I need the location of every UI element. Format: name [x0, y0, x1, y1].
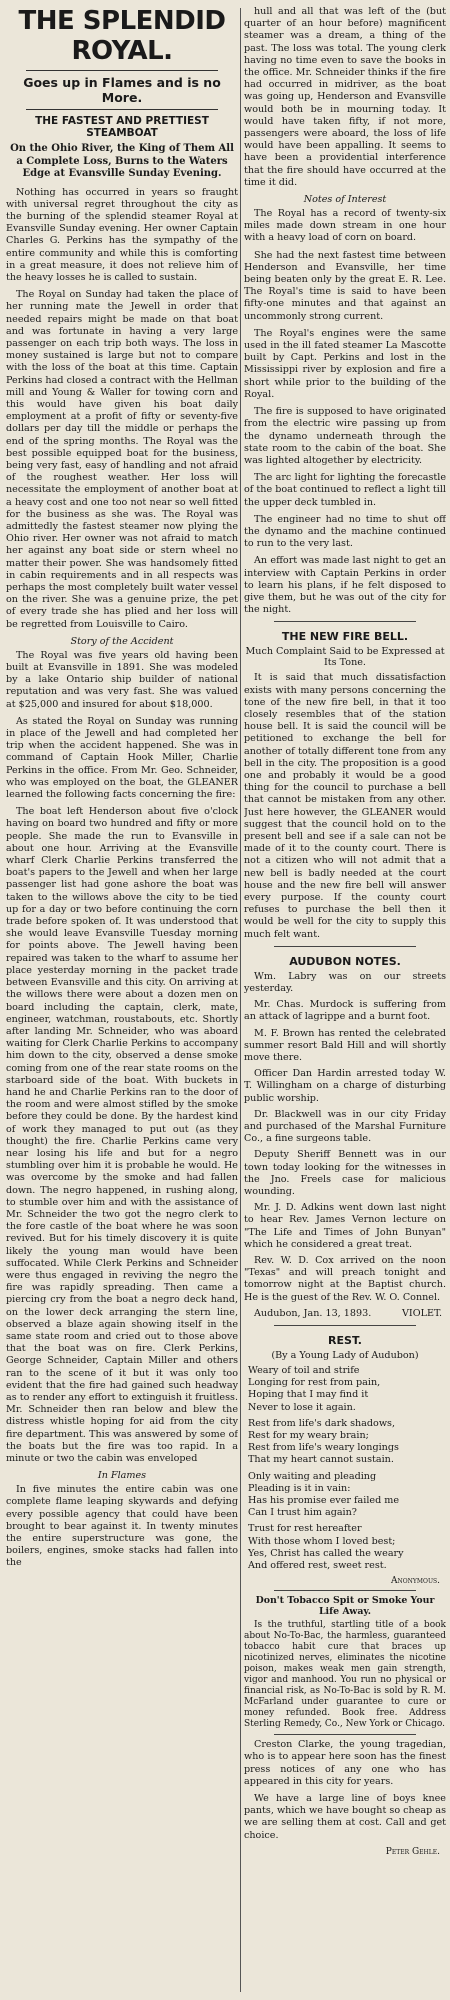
poem-title: REST. [328, 1333, 362, 1347]
divider [274, 1325, 416, 1326]
subheadline: Goes up in Flames and is no More. [23, 75, 221, 105]
audubon-headline: AUDUBON NOTES. [289, 954, 401, 968]
audubon-item: Dr. Blackwell was in our city Friday and purchased of the Marshal Furniture Co., a fine surgeons table. [244, 1108, 446, 1145]
local-item: Creston Clarke, the young tragedian, who is to appear here soon has the finest press notices of any one who has appeared in this city for years. [244, 1739, 446, 1787]
notes-subhead: Notes of Interest [303, 194, 387, 206]
article-paragraph: The Royal was five years old having been built at Evansville in 1891. She was modeled by a lake Ontario ship builder of national reputation and was very fast. She was valued at $25,000 and insured for about $18,000. [6, 649, 238, 710]
audubon-item: Wm. Labry was on our streets yesterday. [244, 970, 446, 995]
rule [26, 70, 218, 71]
divider [274, 621, 416, 622]
note-item: An effort was made last night to get an interview with Captain Perkins in order to learn his plans, if he felt disposed to give them, but he was out of the city for the night. [244, 555, 446, 616]
poem-line: Rest for my weary brain; [248, 1429, 369, 1441]
poem-attribution: Anonymous. [391, 1576, 440, 1587]
poem-line: Only waiting and pleading [248, 1470, 377, 1482]
audubon-item: Mr. J. D. Adkins went down last night to hear Rev. James Vernon lecture on "The Life and Times of John Bunyan" which he considered a great treat. [244, 1202, 446, 1250]
rule [26, 109, 218, 110]
section-subhead: Story of the Accident [70, 635, 174, 647]
article-paragraph: The boat left Henderson about five o'clock having on board two hundred and fifty or more people. She made the run to Evansville in about one hour. Arriving at the Evansville wharf Clerk Charlie Perkins transferred the boat's papers to the Jewell and when her large passenger list had gone ashore the boat was taken to the willows above the city to be tied up for a day or two before continuing the corn trade before spoken of. It was understood that she would leave Evansville Tuesday morning for points above. The Jewell having been repaired was taken to the wharf to assume her place yesterday morning in the packet trade between Evansville and this city. On arriving at the willows there were about a dozen men on board including the captain, clerk, mate, engineer, watchman, roustabouts, etc. Shortly after landing Mr. Schneider, who was aboard waiting for Clerk Charlie Perkins to accompany him down to the city, observed a dense smoke coming from one of the rear state rooms on the starboard side of the boat. With buckets in hand he and Charlie Perkins ran to the door of the room and were almost stifled by the smoke before they could be done. By the hardest kind of work they managed to put out (as they thought) the fire. Charlie Perkins came very near losing his life and but for a negro stumbling over him it is probable he would. He was overcome by the smoke and had fallen down. The negro happened, in rushing along, to stumble over him and with the assistance of Mr. Schneider the two got the negro clerk to the fore castle of the boat where he was soon revived. But for his timely discovery it is quite likely the young man would have been suffocated. While Clerk Perkins and Schneider were thus engaged in reviving the negro the fire was rapidly spreading. Then came a piercing cry from the boat a negro deck hand, on the lower deck arranging the stern line, observed a blaze again showing itself in the same state room and cried out to those above that the boat was on fire. Clerk Perkins, George Schneider, Captain Miller and others ran to the scene of it but it was only too evident that the fire had gained such headway as to render any effort to extinguish it fruitless. Mr. Schneider then ran below and blew the distress whistle hoping for aid from the city fire department. This was answered by some of the boats but the fire was too rapid. In a minute or two the cabin was enveloped [6, 806, 238, 1465]
poem-stanza [248, 1471, 446, 1520]
article-paragraph: The Royal on Sunday had taken the place of her running mate the Jewell in order that needed repairs might be made on that boat and was fortunate in having a very large passenger on each trip both ways. The loss in money sustained is large but not to compare with the loss of the boat at this time. Captain Perkins had closed a contract with the Hellman mill and Young & Waller for towing corn and this would have given his boat daily employment at a profit of fifty or seventy-five dollars per day till the middle or perhaps the end of the spring months. The Royal was the best possible equipped boat for the business, being very fast, easy of handling and not afraid of the roughest weather. Her loss will necessitate the employment of another boat at a heavy cost and one too not near so well fitted for the business as she was. The Royal was admittedly the fastest steamer now plying the Ohio river. Her owner was not afraid to match her against any boat side or stern wheel no matter their power. She was handsomely fitted in cabin requirements and in all respects was perhaps the most completely built water vessel on the river. She was a genuine prize, the pet of every trade she has plied and her loss will be regretted from Louisville to Cairo. [6, 289, 238, 630]
advertisement-item: We have a large line of boys knee pants, which we have bought so cheap as we are selling them at cost. Call and get choice. [244, 1792, 446, 1841]
note-item: The Royal's engines were the same used in the ill fated steamer La Mascotte built by Capt. Perkins and lost in the Mississippi river by explosion and fire a short while prior to the building of the Royal. [244, 327, 446, 400]
audubon-item: Officer Dan Hardin arrested today W. T. Willingham on a charge of disturbing public worship. [244, 1068, 446, 1104]
poem-stanza [248, 1418, 446, 1467]
poem-line: With those whom I loved best; [248, 1535, 396, 1547]
note-item: The Royal has a record of twenty-six miles made down stream in one hour with a heavy load of corn on board. [244, 208, 446, 244]
note-item: She had the next fastest time between Henderson and Evansville, her time being beaten only by the great E. R. Lee. The Royal's time is said to have been fifty-one minutes and that against an uncommonly strong current. [244, 249, 446, 322]
poem-line: Weary of toil and strife [248, 1364, 360, 1376]
left-column [6, 6, 238, 1996]
poem-stanza [248, 1365, 446, 1414]
advertisement-headline: Don't Tobacco Spit or Smoke Your Life Away. [255, 1595, 435, 1618]
note-item: The fire is supposed to have originated from the electric wire passing up from the dynamo underneath through the state room to the cabin of the boat. She was lighted altogether by electricity. [244, 406, 446, 466]
article-paragraph: It is said that much dissatisfaction exists with many persons concerning the tone of the new fire bell, in that it too closely resembles that of the station house bell. It is said the council will be petitioned to exchange the bell for another of totally different tone from any bell in the city. The proposition is a good one and probably it would be a good thing for the council to purchase a bell that cannot be mistaken from any other. Just here however, the GLEANER would suggest that the council hold on to the present bell and see if a sale can not be made of it to the county court. There is not a citizen who will not admit that a new bell is badly needed at the court house and the new fire bell will answer every purpose. If the county court refuses to purchase the bell then it would be well for the city to supply this much felt want. [244, 672, 446, 940]
fire-bell-deck: Much Complaint Said to be Expressed at Its Tone. [245, 646, 445, 669]
audubon-dateline [254, 1308, 442, 1319]
advertiser-signature: Peter Gehle. [385, 1846, 440, 1857]
divider [274, 1590, 416, 1591]
column-rule [240, 8, 241, 1992]
section-subhead: In Flames [97, 1470, 147, 1482]
poem-line: Rest from life's dark shadows, [248, 1417, 395, 1429]
poem-line: And offered rest, sweet rest. [248, 1559, 387, 1571]
article-paragraph: In five minutes the entire cabin was one complete flame leaping skywards and defying every possible agency that could have been brought to bear against it. In twenty minutes the entire superstructure was gone, the boilers, engines, smoke stacks had fallen into the [6, 1484, 238, 1569]
poem [244, 1365, 446, 1572]
poem-line: Pleading is it in vain: [248, 1482, 351, 1494]
audubon-item: Rev. W. D. Cox arrived on the noon "Texas" and will preach tonight and tomorrow night at the Baptist church. He is the guest of the Rev. W. O. Connel. [244, 1255, 446, 1303]
poem-line: Never to lose it again. [248, 1401, 356, 1413]
advertisement-text: Is the truthful, startling title of a book about No-To-Bac, the harmless, guaranteed tobacco habit cure that braces up nicotinized nerves, eliminates the nicotine poison, makes weak men gain strength, vigor and manhood. You run no physical or financial risk, as No-To-Bac is sold by R. M. McFarland under guarantee to cure or money refunded. Book free. Address Sterling Remedy, Co., New York or Chicago. [244, 1620, 446, 1730]
fire-bell-headline: THE NEW FIRE BELL. [281, 630, 409, 644]
poem-line: Longing for rest from pain, [248, 1377, 381, 1389]
divider [274, 1734, 416, 1735]
signature: VIOLET. [402, 1307, 442, 1319]
poem-line: Hoping that I may find it [248, 1389, 369, 1401]
poem-line: Rest from life's weary longings [248, 1442, 399, 1454]
subheadline-2: THE FASTEST AND PRETTIEST STEAMBOAT [35, 115, 209, 139]
note-item: The engineer had no time to shut off the dynamo and the machine continued to run to the very last. [244, 513, 446, 550]
audubon-item: Deputy Sheriff Bennett was in our town today looking for the witnesses in the Jno. Freels case for malicious wounding. [244, 1149, 446, 1198]
poem-line: That my heart cannot sustain. [248, 1454, 394, 1466]
article-paragraph: As stated the Royal on Sunday was running in place of the Jewell and had completed her trip when the accident happened. She was in command of Captain Hook Miller, Charlie Perkins in the office. From Mr. Geo. Schneider, who was employed on the boat, the GLEANER learned the following facts concerning the fire: [6, 715, 238, 801]
poem-stanza [248, 1523, 446, 1572]
headline-deck: On the Ohio River, the King of Them All a Complete Loss, Burns to the Waters Edge at Evansville Sunday Evening. [10, 143, 234, 179]
note-item: The arc light for lighting the forecastle of the boat continued to reflect a light till the upper deck tumbled in. [244, 472, 446, 508]
divider [274, 946, 416, 947]
poem-byline: (By a Young Lady of Audubon) [271, 1349, 419, 1361]
dateline: Audubon, Jan. 13, 1893. [254, 1307, 372, 1319]
audubon-item: Mr. Chas. Murdock is suffering from an attack of lagrippe and a burnt foot. [244, 999, 446, 1023]
poem-line: Has his promise ever failed me [248, 1494, 400, 1506]
audubon-item: M. F. Brown has rented the celebrated summer resort Bald Hill and will shortly move there. [244, 1027, 446, 1064]
poem-line: Yes, Christ has called the weary [248, 1547, 404, 1559]
article-paragraph: hull and all that was left of the (but quarter of an hour before) magnificent steamer was a dream, a thing of the past. The loss was total. The young clerk having no time even to save the books in the office. Mr. Schneider thinks if the fire had occurred in midriver, as the boat was going up, Henderson and Evansville would both be in mourning today. It would have taken fifty, if not more, passengers were aboard, the loss of life would have been appalling. It seems to have been a providential interference that the fire should have occurred at the time it did. [244, 6, 446, 188]
article-paragraph: Nothing has occurred in years so fraught with universal regret throughout the city as the burning of the splendid steamer Royal at Evansville Sunday evening. Her owner Captain Charles G. Perkins has the sympathy of the entire community and while this is comforting in a great measure, it does not relieve him of the heavy losses he is called to sustain. [6, 186, 238, 283]
poem-line: Can I trust him again? [248, 1507, 357, 1519]
right-column [244, 6, 446, 1996]
headline-title: THE SPLENDID ROYAL. [18, 6, 226, 66]
poem-line: Trust for rest hereafter [248, 1523, 362, 1535]
